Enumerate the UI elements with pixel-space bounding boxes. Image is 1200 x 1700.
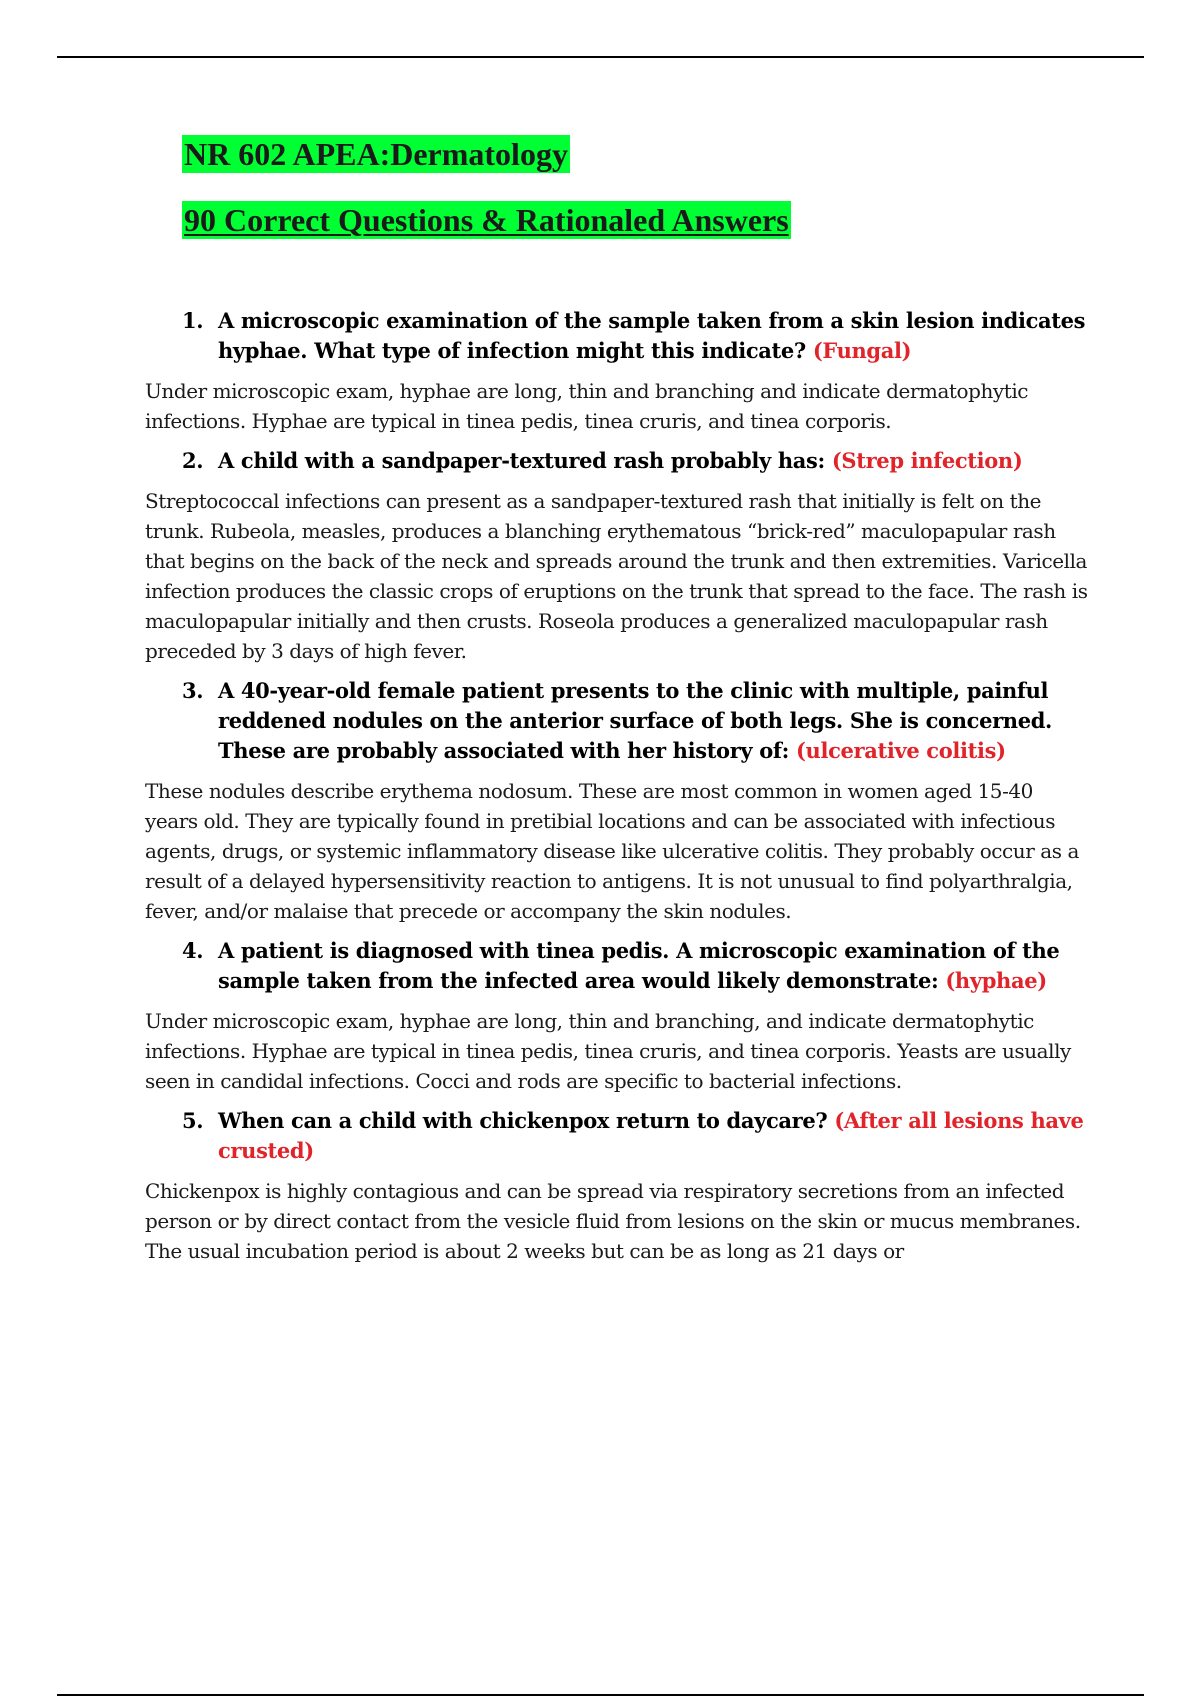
answer-text: (Fungal) [812, 338, 912, 363]
question-3 [182, 676, 1090, 766]
answer-text: (hyphae) [945, 968, 1047, 993]
rationale-5: Chickenpox is highly contagious and can be spread via respiratory secretions from an infected person or by direct contact from the vesicle fluid from lesions on the skin or mucus membranes. The usual incubation period is about 2 weeks but can be as long as 21 days or [145, 1179, 1081, 1263]
question-2 [182, 446, 1090, 476]
question-text: When can a child with chickenpox return to daycare? [218, 1108, 828, 1133]
question-text: A child with a sandpaper-textured rash probably has: [218, 448, 825, 473]
rationale-1: Under microscopic exam, hyphae are long, thin and branching and indicate dermatophytic infections. Hyphae are typical in tinea pedis, tinea cruris, and tinea corporis. [145, 379, 1029, 433]
document-title: NR 602 APEA:Dermatology [184, 136, 568, 172]
question-number: 2. [182, 448, 204, 473]
question-text: A patient is diagnosed with tinea pedis. A microscopic examination of the sample taken from the infected area would likely demonstrate: [218, 938, 1060, 993]
title-block [182, 135, 791, 239]
rationale-2: Streptococcal infections can present as a sandpaper-textured rash that initially is felt on the trunk. Rubeola, measles, produces a blanching erythematous “brick-red” maculopapular rash that begins on the back of the neck and spreads around the trunk and then extremities. Varicella infection produces the classic crops of eruptions on the trunk that spread to the face. The rash is maculopapular initially and then crusts. Roseola produces a generalized maculopapular rash preceded by 3 days of high fever. [145, 489, 1088, 663]
question-number: 4. [182, 938, 204, 963]
answer-text: (ulcerative colitis) [795, 738, 1006, 763]
question-text: A microscopic examination of the sample taken from a skin lesion indicates hyphae. What type of infection might this indicate? [218, 308, 1086, 363]
rationale-3: These nodules describe erythema nodosum. These are most common in women aged 15-40 years old. They are typically found in pretibial locations and can be associated with infectious agents, drugs, or systemic inflammatory disease like ulcerative colitis. They probably occur as a result of a delayed hypersensitivity reaction to antigens. It is not unusual to find polyarthralgia, fever, and/or malaise that precede or accompany the skin nodules. [145, 779, 1079, 923]
answer-text: (Strep infection) [831, 448, 1023, 473]
rationale-4: Under microscopic exam, hyphae are long, thin and branching, and indicate dermatophytic infections. Hyphae are typical in tinea pedis, tinea cruris, and tinea corporis. Yeasts are usually seen in candidal infections. Cocci and rods are specific to bacterial infections. [145, 1009, 1071, 1093]
question-number: 1. [182, 308, 204, 333]
document-subtitle: 90 Correct Questions & Rationaled Answers [184, 202, 789, 238]
question-number: 5. [182, 1108, 204, 1133]
question-1 [182, 306, 1090, 366]
question-4 [182, 936, 1090, 996]
question-5 [182, 1106, 1090, 1166]
qa-list [145, 306, 1090, 1276]
bottom-rule [57, 1694, 1144, 1696]
top-rule [57, 56, 1144, 58]
question-number: 3. [182, 678, 204, 703]
answer-text: (After all lesions have crusted) [218, 1108, 1084, 1163]
question-text: A 40-year-old female patient presents to the clinic with multiple, painful reddened nodules on the anterior surface of both legs. She is concerned. These are probably associated with her history of: [218, 678, 1053, 763]
